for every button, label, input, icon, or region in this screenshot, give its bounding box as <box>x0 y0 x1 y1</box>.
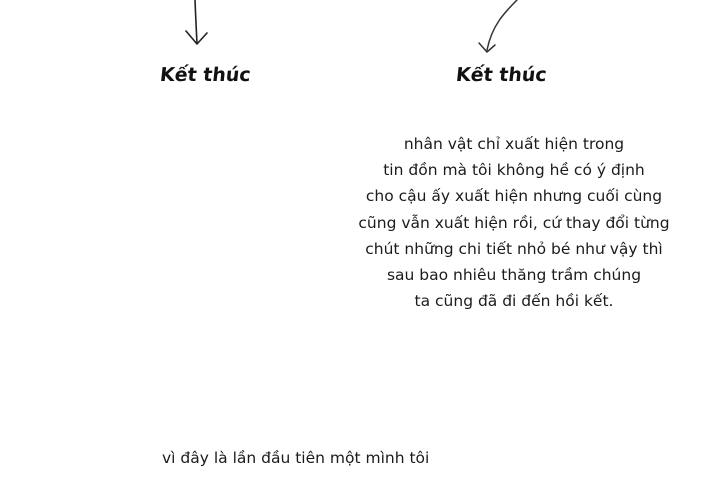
paragraph-line: chút những chi tiết nhỏ bé như vậy thì <box>365 239 663 258</box>
bottom-narration-text: vì đây là lần đầu tiên một mình tôi <box>162 449 430 467</box>
end-label-left: Kết thúc <box>158 64 252 86</box>
paragraph-line: ta cũng đã đi đến hồi kết. <box>414 292 614 311</box>
paragraph-line: cho cậu ấy xuất hiện nhưng cuối cùng <box>365 187 663 206</box>
straight-down-arrow-icon <box>180 0 220 50</box>
narration-paragraph <box>340 131 688 314</box>
paragraph-line: tin đồn mà tôi không hề có ý định <box>383 161 645 180</box>
paragraph-line: nhân vật chỉ xuất hiện trong <box>403 135 625 153</box>
paragraph-line: sau bao nhiêu thăng trầm chúng <box>386 266 642 285</box>
paragraph-line: cũng vẫn xuất hiện rồi, cứ thay đổi từng <box>358 213 670 232</box>
end-label-right: Kết thúc <box>454 64 548 86</box>
curved-down-arrow-icon <box>470 0 530 60</box>
